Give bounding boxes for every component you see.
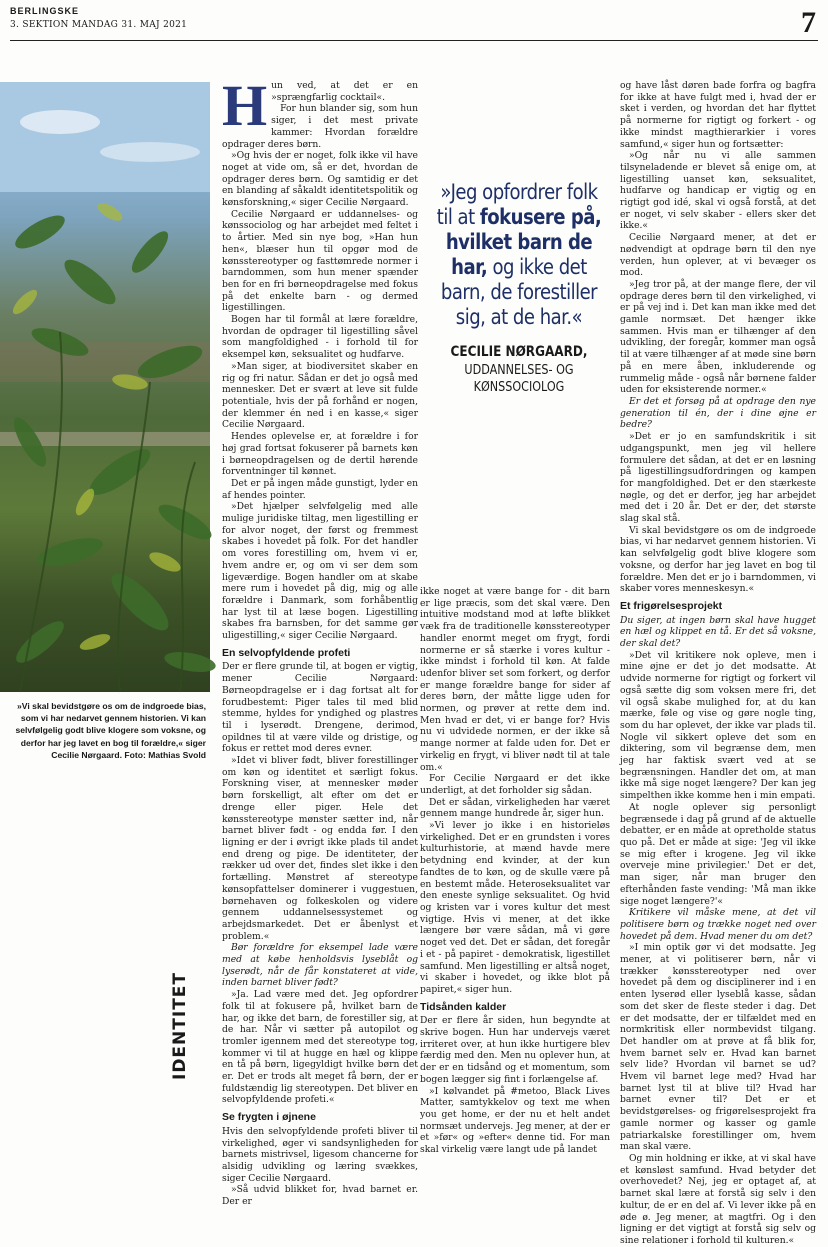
paragraph: »Vi lever jo ikke i en historieløs virkelighed. Det er en grundsten i vores kulturhistorie, at mænd havde mere betydning end kvinder, at der kun fandtes de to køn, og de skulle være på en bestemt måde. Heteroseksualitet var den eneste synlige seksualitet. Og hvid og kristen var i vores kultur det mest vigtige. Hvis vi mener, at det ikke længere bør være sådan, må vi gøre noget ved det. Det er sådan, det foregår i et - på papiret - demokratisk, ligestillet samfund. Men ligestilling er altså noget, vi skaber i hovedet, og ikke blot på papiret,« siger hun. — [420, 820, 610, 995]
subheading: Et frigørelsesprojekt — [620, 599, 723, 612]
paragraph: »Idet vi bliver født, bliver forestillinger om køn og identitet et særligt fokus. Forskning viser, at mennesker møder børn forskelligt, alt efter om det er drenge eller piger. Hele det kønsstereotype mønster sætter ind, når barnet bliver født - og endda før. I den ligning er der i øvrigt ikke plads til andet end dreng og pige. De identiteter, der rækker ud over det, findes slet ikke i den fortælling. Mønstret af stereotype kønsopfattelser dominerer i vuggestuen, børnehaven og folkeskolen og videre gennem uddannelsessystemet og arbejdsmarkedet. Det er åbenlyst et problem.« — [222, 755, 418, 942]
paragraph: »Det hjælper selvfølgelig med alle mulige juridiske tiltag, men ligestilling er for alvor noget, der først og fremmest skabes i hovedet på folk. For det handler om vores forestilling om, hvem vi er, hvem andre er, og om vi ser dem som ligeværdige. Bogen handler om at skabe mere rum i hovedet på dig, mig og alle forældre i Danmark, som forhåbentlig har lyst til at læse bogen. Ligestilling skabes fra barnsben, for det samme gør uligestilling,« siger Cecilie Nørgaard. — [222, 501, 418, 642]
section-date: 3. SEKTION MANDAG 31. MAJ 2021 — [10, 20, 188, 30]
pull-quote-bold: fokusere på, hvilket barn de har, — [445, 205, 602, 279]
paragraph: Vi skal bevidstgøre os om de indgroede bias, vi har nedarvet gennem historien. Vi kan selvfølgelig godt blive klogere som voksne, og derfor har jeg lavet en bog til forældre. Men det er jo i barndommen, vi skaber vores menneskesyn.« — [620, 524, 816, 595]
paragraph: For Cecilie Nørgaard er det ikke underligt, at det forholder sig sådan. — [420, 773, 610, 796]
article-photo — [0, 82, 210, 692]
paragraph: Bogen har til formål at lære forældre, hvordan de opdrager til ligestilling såvel som mangfoldighed - i forhold til for eksempel køn, seksualitet og hudfarve. — [222, 314, 418, 361]
paragraph: »Jeg tror på, at der mange flere, der vil opdrage deres børn til den virkelighed, vi er på vej ind i. Det kan man ikke med det gamle normsæt. Det hænger ikke sammen. Hvis man er tilhænger af den udvikling, der foregår, kommer man også til at være tilhænger af at møde sine børn på en mere åben, inkluderende og rummelig måde - også når børnene falder uden for eksisterende normer.« — [620, 278, 816, 396]
pull-quote-close: og ikke det barn, de forestiller sig, at de har.« — [440, 255, 598, 329]
pull-quote-open: »Jeg opfordrer folk til at — [436, 180, 598, 229]
subheading: Tidsånden kalder — [420, 1000, 507, 1013]
paragraph: »I kølvandet på #metoo, Black Lives Matter, samtykkelov og text me when you get home, er der nu et helt andet normsæt undervejs. Jeg mener, at der er et »før« og »efter« denne tid. For man skal virkelig være langt ude på landet — [420, 1085, 610, 1156]
pull-quote-text — [433, 180, 605, 330]
interview-question: Kritikere vil måske mene, at det vil politisere børn og trække noget ned over hovedet på dem. Hvad mener du om det? — [620, 907, 816, 942]
paragraph: »Man siger, at biodiversitet skaber en rig og fri natur. Sådan er det jo også med mennesker. Det er svært at leve sit fulde potentiale, hvis der på forhånd er nogen, der klemmer én ned i en kasse,« siger Cecilie Nørgaard. — [222, 360, 418, 431]
paragraph: »I min optik gør vi det modsatte. Jeg mener, at vi politiserer børn, når vi trækker kønsstereotyper ned over hovedet på dem og disciplinerer ind i en enten lyserød eller lyseblå kasse, sådan som det sker de fleste steder i dag. Det er det modsatte, der er tilfældet med en normkritisk eller normbevidst tilgang. Det handler om at prøve at få blik for, hvem barnet selv er. Hvad kan barnet selv lide? Hvordan vil barnet se ud? Hvem vil barnet lege med? Hvad har barnet lyst til at blive til? Hvad har barnet evner til? Det er et bevidstgørelses- og frigørelsesprojekt fra gamle normer og kasser og gamle patriarkalske forestillinger om, hvem man skal være. — [620, 942, 816, 1153]
paragraph: Cecilie Nørgaard er uddannelses- og kønssociolog og har arbejdet med feltet i to årtier. Med sin nye bog, »Han hun hen«, blæser hun til opgør mod de kønsstereotyper og fasttømrede normer i barndommen, som hun mener spænder ben for en fri børneopdragelse med fokus på det enkelte barn - og dermed ligestillingen. — [222, 208, 418, 314]
paragraph: Hvis den selvopfyldende profeti bliver til virkelighed, øger vi sandsynligheden for barnets mistrivsel, ligesom chancerne for alsidig udvikling og læring svækkes, siger Cecilie Nørgaard. — [222, 1125, 418, 1184]
header-rule — [10, 40, 818, 41]
paragraph: Cecilie Nørgaard mener, at det er nødvendigt at opdrage børn til den nye verden, hun oplever, at vi bevæger os mod. — [620, 232, 816, 279]
paragraph: ikke noget at være bange for - dit barn er lige præcis, som det skal være. Den intuitive modstand mod at løfte blikket væk fra de traditionelle kønsstereotyper handler enormt meget om frygt, fordi normerne er så stærke i vores kultur - ikke mindst i forhold til køn. At falde udenfor bliver set som forkert, og derfor er mange forældre bange for sider af deres børn, der måtte ligge uden for normen, og prøver at rette dem ind. Men hvad er det, vi er bange for? Hvis nu vi udvidede normen, er der ikke så mange normer at falde uden for. Det er virkelig en frygt, vi bliver nødt til at tale om.« — [420, 586, 610, 773]
paragraph: un ved, at det er en »sprængfarlig cocktail«. — [271, 80, 418, 103]
interview-question: Bør forældre for eksempel lade være med at købe henholdsvis lyseblåt og lyserødt, når de får konstateret at vide, inden barnet bliver født? — [222, 942, 418, 989]
interview-question: Er det et forsøg på at opdrage den nye generation til én, der i dine øjne er bedre? — [620, 395, 816, 431]
pull-quote — [434, 180, 604, 396]
paragraph: Der er flere grunde til, at bogen er vigtig, mener Cecilie Nørgaard: Børneopdragelse er i dag fortsat alt for forudbestemt: Piger tales til med blid stemme, hyldes for yndighed og plastres til i lyserødt. Drengene, derimod, opildnes til at være vilde og dristige, og fokus er rettet mod deres evner. — [222, 661, 418, 755]
paragraph: At nogle oplever sig personligt begrænsede i dag på grund af de aktuelle debatter, er en måde at opretholde status quo på. Det er måde at sige: 'Jeg vil ikke se mig efter i krogene. Jeg vil ikke overveje mine privilegier.' Det er det, man siger, når man bruger den efterhånden faste vending: 'Må man ikke sige noget længere?'« — [620, 801, 816, 907]
article-column-3 — [620, 80, 816, 1247]
subheading: Se frygten i øjnene — [222, 1111, 316, 1124]
paragraph: Der er flere år siden, hun begyndte at skrive bogen. Hun har undervejs været irriteret over, at hun ikke hurtigere blev færdig med den. Men nu oplever hun, at der er en tidsånd og et momentum, som bogen lægger sig fint i forlængelse af. — [420, 1015, 610, 1085]
page-number: 7 — [801, 6, 816, 39]
paragraph: Hendes oplevelse er, at forældre i for høj grad fortsat fokuserer på barnets køn i børneopdragelsen og de dertil hørende forventninger til kønnet. — [222, 431, 418, 478]
paragraph: »Det er jo en samfundskritik i sit udgangspunkt, men jeg vil hellere formulere det sådan, at det er en løsning på ligestillingsudfordringen og kampen for mangfoldighed. Det er den stærkeste nøgle, og det er derfor, jeg har arbejdet med det i 20 år. Det er der, det største slag skal stå. — [620, 431, 816, 525]
section-label-text: IDENTITET — [170, 971, 190, 1080]
foliage-illustration — [0, 82, 210, 692]
paragraph: Det er sådan, virkeligheden har været gennem mange hundrede år, siger hun. — [420, 796, 610, 820]
drop-cap: H — [222, 73, 268, 138]
paragraph: og have låst døren bade forfra og bagfra for ikke at have fulgt med i, hvad der er sket i verden, og hvordan det har flyttet på normerne for rigtigt og forkert - og ikke mindst magthierarkier i vores samfund,« siger hun og fortsætter: — [620, 80, 816, 150]
paragraph: Det er på ingen måde gunstigt, lyder en af hendes pointer. — [222, 477, 418, 501]
section-label — [168, 971, 192, 1080]
article-column-2 — [420, 586, 610, 1156]
masthead — [10, 6, 818, 42]
pull-quote-role: UDDANNELSES- OG KØNSSOCIOLOG — [464, 363, 574, 395]
paragraph: »Det vil kritikere nok opleve, men i mine øjne er det jo det modsatte. At udvide normerne for rigtigt og forkert vil også sætte dig som voksen mere fri, det vil også skabe mulighed for, at du kan mærke, føle og vise og gøre nogle ting, som du har oplevet, der ikke var plads til. Nogle vil sikkert opleve det som en diktering, som vil begrænse dem, men jeg har faktisk svært ved at se begrænsningen. Handler det om, at man ikke må sige noget længere? Der kan jeg simpelthen ikke komme hen i min empati. — [620, 649, 816, 802]
photo-caption: »Vi skal bevidstgøre os om de indgroede bias, som vi har nedarvet gennem historien. Vi kan selvfølgelig godt blive klogere som voksne, og derfor har jeg lavet en bog til forældre,« siger Cecilie Nørgaard. Foto: Mathias Svold — [15, 701, 206, 760]
subheading: En selvopfyldende profeti — [222, 646, 351, 659]
paragraph: For hun blander sig, som hun siger, i det mest private kammer: Hvordan forældre opdrager deres børn. — [222, 103, 418, 150]
paragraph: »Og når nu vi alle sammen tilsyneladende er blevet så enige om, at ligestilling uanset køn, seksualitet, hudfarve og handicap er vigtig og en rigtigt god idé, skal vi også forstå, at det er noget, vi selv skaber - ellers sker det ikke.« — [620, 150, 816, 232]
pull-quote-name: CECILIE NØRGAARD, — [450, 344, 588, 360]
paragraph: »Så udvid blikket for, hvad barnet er. Der er — [222, 1184, 418, 1208]
paragraph: »Og hvis der er noget, folk ikke vil have noget at vide om, så er det, hvordan de opdrager deres børn. Og samtidig er det en blanding af såkaldt identitetspolitik og kønsforskning,« siger Cecilie Nørgaard. — [222, 150, 418, 209]
paragraph: »Ja. Lad være med det. Jeg opfordrer folk til at fokusere på, hvilket barn de har, og ikke det barn, de forestiller sig, at de har. Når vi sætter på autopilot og tromler igennem med det stereotype tog, kommer vi til at hugge en hæl og klippe en tå på børn, ligegyldigt hvilke børn det er. Det er trods alt meget få børn, der er fuldstændig lig stereotypen. Det bliver en selvopfyldende profeti.« — [222, 989, 418, 1106]
interview-question: Du siger, at ingen børn skal have hugget en hæl og klippet en tå. Er det så voksne, der skal det? — [620, 614, 816, 650]
newspaper-name: BERLINGSKE — [10, 6, 80, 16]
paragraph: Og min holdning er ikke, at vi skal have et kønsløst samfund. Hvad betyder det overhovedet? Nej, jeg er optaget af, at barnet skal lære at forstå sig selv i den kultur, de er en del af. Vi lever ikke på en øde ø. Jeg mener, at magtfri. Og i den ligning er det vigtigt at forstå sig selv og sine relationer i forhold til kulturen.« — [620, 1152, 816, 1246]
article-column-1 — [222, 73, 418, 1208]
